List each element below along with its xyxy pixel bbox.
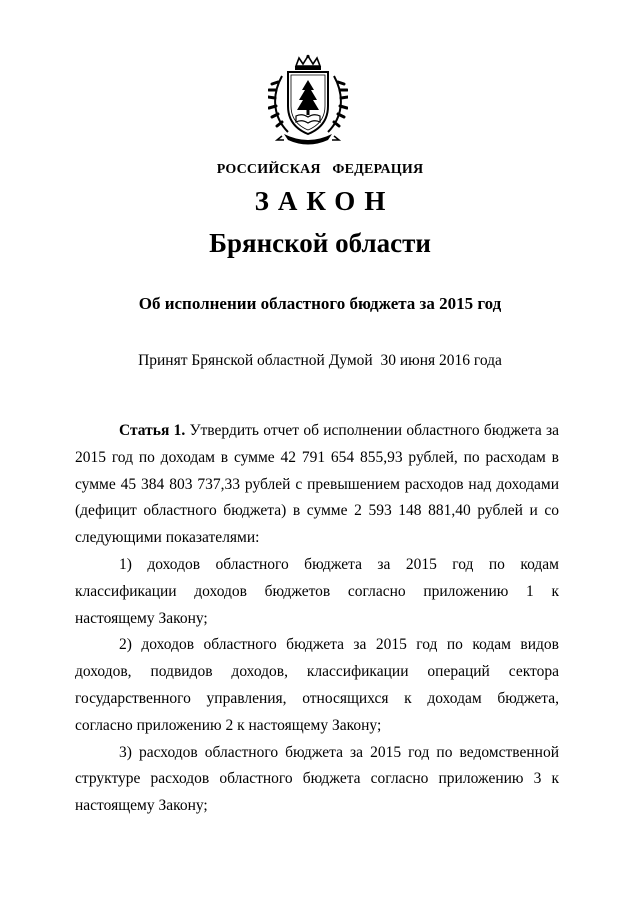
article-1-label: Статья 1.: [119, 422, 186, 439]
law-heading: ЗАКОН: [254, 186, 395, 216]
region-heading: Брянской области: [209, 228, 431, 258]
country-heading: РОССИЙСКАЯ ФЕДЕРАЦИЯ: [216, 162, 424, 177]
list-item: 2) доходов областного бюджета за 2015 год по кодам видов доходов, подвидов доходов, классификации операций сектора государственного управления, относящихся к доходам бюджета, согласно приложению 2 к настоящему Закону;: [75, 636, 559, 734]
adoption-note: Принят Брянской областной Думой 30 июня 2016 года: [138, 352, 502, 369]
article-1-text: Утвердить отчет об исполнении областного бюджета за 2015 год по доходам в сумме 42 791 654 855,93 рублей, по расходам в сумме 45 384 803 737,33 рублей с превышением расходов над доходами (дефицит областного бюджета) в сумме 2 593 148 881,40 рублей и со следующими показателями:: [75, 422, 560, 547]
list-item: 1) доходов областного бюджета за 2015 год по кодам классификации доходов бюджетов согласно приложению 1 к настоящему Закону;: [75, 555, 559, 627]
article-1-paragraph: [75, 418, 559, 552]
list-item: 3) расходов областного бюджета за 2015 год по ведомственной структуре расходов областного бюджета согласно приложению 3 к настоящему Закону;: [75, 743, 559, 815]
coat-of-arms-emblem: [268, 54, 348, 146]
law-body: [75, 418, 559, 820]
law-title: Об исполнении областного бюджета за 2015 год: [138, 294, 502, 313]
